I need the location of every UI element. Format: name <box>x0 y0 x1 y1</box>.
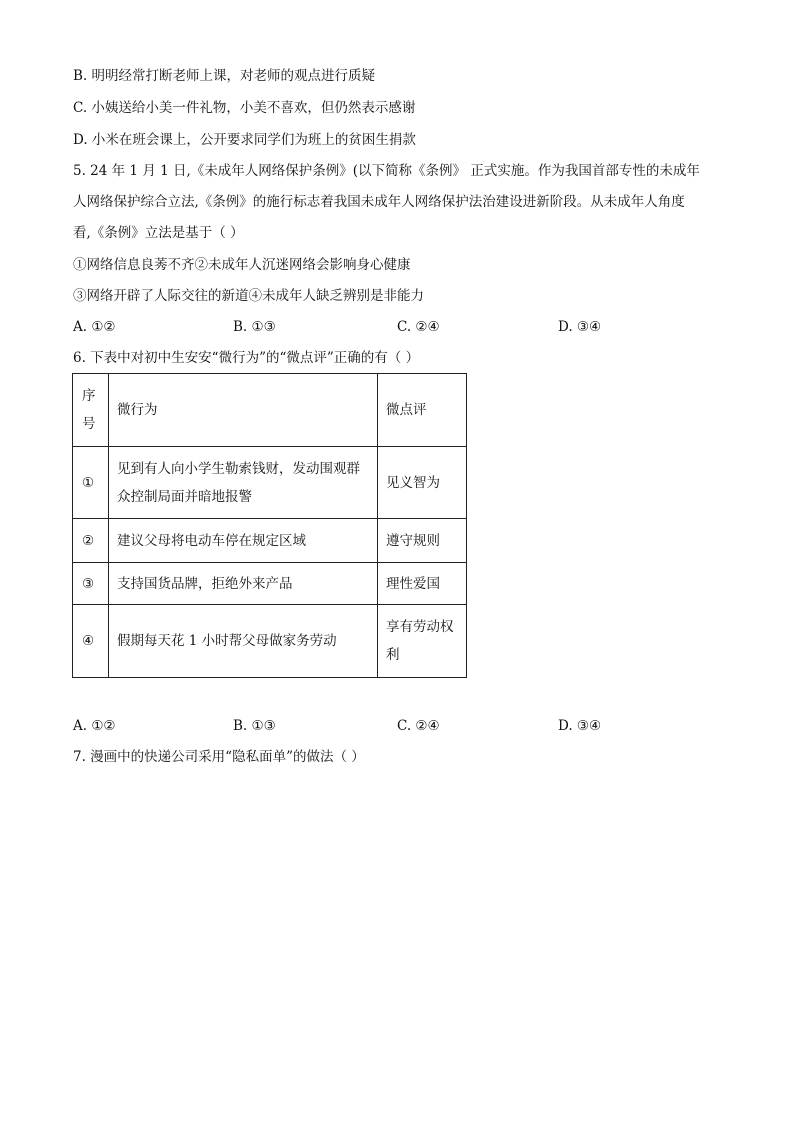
row-serial: ① <box>73 447 109 519</box>
table-row <box>73 447 467 519</box>
q6-table <box>72 373 467 678</box>
header-comment: 微点评 <box>378 374 467 447</box>
q6-stem: 6. 下表中对初中生安安“微行为”的“微点评”正确的有（ ） <box>73 350 420 366</box>
row-behavior: 支持国货品牌，拒绝外来产品 <box>109 563 378 605</box>
row-comment: 见义智为 <box>378 447 467 519</box>
q5-option-a: A. ①② <box>73 319 116 335</box>
q5-statements-line-2: ③网络开辟了人际交往的新道④未成年人缺乏辨别是非能力 <box>73 288 424 304</box>
row-behavior: 建议父母将电动车停在规定区域 <box>109 519 378 563</box>
row-serial: ④ <box>73 605 109 678</box>
table-row <box>73 519 467 563</box>
q6-option-c: C. ②④ <box>397 718 440 734</box>
q6-option-a: A. ①② <box>73 718 116 734</box>
row-serial: ② <box>73 519 109 563</box>
row-serial: ③ <box>73 563 109 605</box>
q5-option-c: C. ②④ <box>397 319 440 335</box>
row-behavior: 假期每天花 1 小时帮父母做家务劳动 <box>109 605 378 678</box>
prev-option-c: C. 小姨送给小美一件礼物，小美不喜欢，但仍然表示感谢 <box>73 100 416 116</box>
row-comment: 遵守规则 <box>378 519 467 563</box>
row-comment: 理性爱国 <box>378 563 467 605</box>
table-header-row <box>73 374 467 447</box>
row-behavior: 见到有人向小学生勒索钱财，发动围观群众控制局面并暗地报警 <box>109 447 378 519</box>
row-comment: 享有劳动权利 <box>378 605 467 678</box>
q5-option-d: D. ③④ <box>558 319 602 335</box>
q5-stem-line-2: 人网络保护综合立法,《条例》的施行标志着我国未成年人网络保护法治建设进新阶段。从未成年人角度 <box>73 194 685 210</box>
table-row <box>73 605 467 678</box>
header-serial: 序号 <box>73 374 109 447</box>
prev-option-d: D. 小米在班会课上，公开要求同学们为班上的贫困生捐款 <box>73 132 416 148</box>
q6-option-b: B. ①③ <box>233 718 276 734</box>
q5-stem-line-3: 看,《条例》立法是基于（ ） <box>73 225 244 241</box>
q5-statements-line-1: ①网络信息良莠不齐②未成年人沉迷网络会影响身心健康 <box>73 257 411 273</box>
prev-option-b: B. 明明经常打断老师上课，对老师的观点进行质疑 <box>73 68 376 84</box>
table-row <box>73 563 467 605</box>
q5-option-b: B. ①③ <box>233 319 276 335</box>
q7-stem: 7. 漫画中的快递公司采用“隐私面单”的做法（ ） <box>73 749 365 765</box>
header-behavior: 微行为 <box>109 374 378 447</box>
q5-stem-line-1: 5. 24 年 1 月 1 日,《未成年人网络保护条例》(以下简称《条例》 正式实施。作为我国首部专性的未成年 <box>73 163 700 179</box>
q6-option-d: D. ③④ <box>558 718 602 734</box>
